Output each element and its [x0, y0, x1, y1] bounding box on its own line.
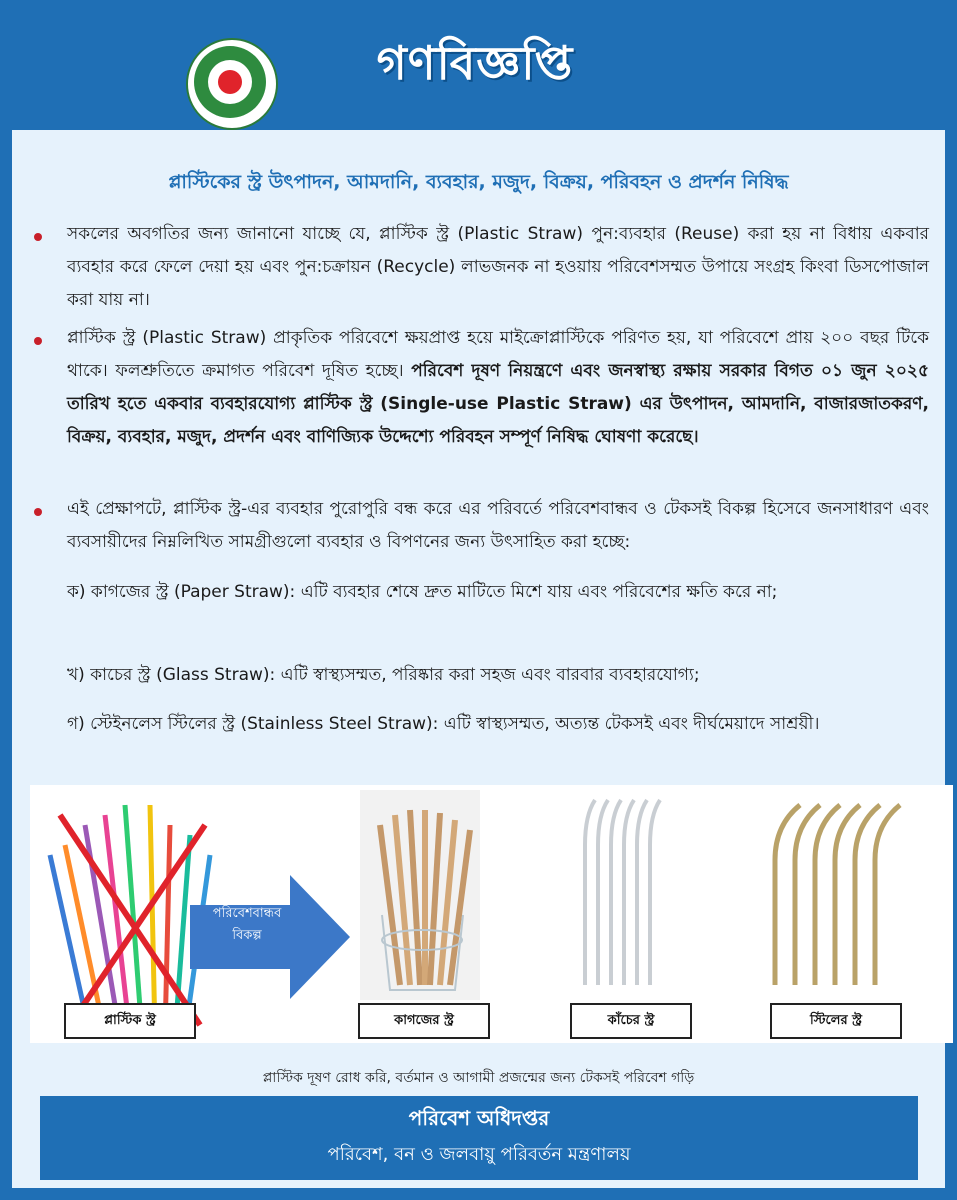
- paragraph-3: এই প্রেক্ষাপটে, প্লাস্টিক স্ট্র-এর ব্যবহার পুরোপুরি বন্ধ করে এর পরিবর্তে পরিবেশবান্ধব ও টেকসই বিকল্প হিসেবে জনসাধারণ এবং ব্যবসায়ীদের নিম্নলিখিত সামগ্রীগুলো ব্যবহার ও বিপণনের জন্য উৎসাহিত করা হচ্ছে:: [67, 499, 929, 552]
- plastic-straws-image: [50, 805, 210, 1035]
- paragraph-2-bold: পরিবেশ দূষণ নিয়ন্ত্রণে এবং জনস্বাস্থ্য রক্ষায় সরকার বিগত ০১ জুন ২০২৫ তারিখ হতে একবার ব্যবহারযোগ্য প্লাস্টিক স্ট্র (Single-use Plastic Straw) এর উৎপাদন, আমদানি, বাজারজাতকরণ, বিক্রয়, ব্যবহার, মজুদ, প্রদর্শন এবং বাণিজ্যিক উদ্দেশ্যে পরিবহন সম্পূর্ণ নিষিদ্ধ ঘোষণা করেছে।: [67, 361, 929, 447]
- government-seal-logo: [186, 38, 278, 130]
- caption-paper-straw: কাগজের স্ট্র: [358, 1003, 490, 1039]
- straw-illustration: [30, 785, 953, 1043]
- steel-straws-image: [775, 805, 900, 985]
- bullet-icon: [34, 508, 42, 516]
- notice-panel: [12, 130, 945, 1188]
- paragraph-2: [67, 322, 929, 454]
- ministry-name: পরিবেশ, বন ও জলবায়ু পরিবর্তন মন্ত্রণালয়: [327, 1144, 631, 1165]
- paragraph-1: সকলের অবগতির জন্য জানানো যাচ্ছে যে, প্লাস্টিক স্ট্র (Plastic Straw) পুন:ব্যবহার (Reuse) করা হয় না বিধায় একবার ব্যবহার করে ফেলে দেয়া হয় এবং পুন:চক্রায়ন (Recycle) লাভজনক না হওয়ায় পরিবেশসম্মত উপায়ে সংগ্রহ কিংবা ডিসপোজাল করা যায় না।: [67, 224, 929, 310]
- header: [0, 0, 957, 130]
- bullet-icon: [34, 337, 42, 345]
- caption-plastic-straw: প্লাস্টিক স্ট্র: [64, 1003, 196, 1039]
- alternative-glass: খ) কাচের স্ট্র (Glass Straw): এটি স্বাস্থ্যসম্মত, পরিষ্কার করা সহজ এবং বারবার ব্যবহারযোগ্য;: [67, 665, 700, 685]
- arrow-label-line1: পরিবেশবান্ধব: [212, 906, 282, 921]
- glass-straws-image: [585, 800, 660, 985]
- slogan: প্লাস্টিক দূষণ রোধ করি, বর্তমান ও আগামী প্রজন্মের জন্য টেকসই পরিবেশ গড়ি: [262, 1070, 695, 1086]
- bullet-icon: [34, 233, 42, 241]
- footer-banner: [40, 1096, 918, 1180]
- seal-red-disc: [218, 70, 242, 94]
- seal-ring: [194, 46, 266, 118]
- seal-inner: [208, 60, 252, 104]
- organization-name: পরিবেশ অধিদপ্তর: [408, 1106, 550, 1130]
- alternative-steel: গ) স্টেইনলেস স্টিলের স্ট্র (Stainless Steel Straw): এটি স্বাস্থ্যসম্মত, অত্যন্ত টেকসই এবং দীর্ঘমেয়াদে সাশ্রয়ী।: [67, 714, 820, 734]
- notice-title: গণবিজ্ঞপ্তি: [376, 36, 574, 90]
- paper-straws-image: [360, 790, 480, 1000]
- paragraph-2-text: প্লাস্টিক স্ট্র (Plastic Straw) প্রাকৃতিক পরিবেশে ক্ষয়প্রাপ্ত হয়ে মাইক্রোপ্লাস্টিকে পরিণত হয়, যা পরিবেশে প্রায় ২০০ বছর টিকে থাকে। ফলশ্রুতিতে ক্রমাগত পরিবেশ দূষিত হচ্ছে।: [67, 328, 929, 381]
- caption-steel-straw: স্টিলের স্ট্র: [770, 1003, 902, 1039]
- caption-glass-straw: কাঁচের স্ট্র: [570, 1003, 692, 1039]
- arrow-label-line2: বিকল্প: [232, 928, 262, 943]
- headline: প্লাস্টিকের স্ট্র উৎপাদন, আমদানি, ব্যবহার, মজুদ, বিক্রয়, পরিবহন ও প্রদর্শন নিষিদ্ধ: [168, 171, 789, 193]
- alternative-paper: ক) কাগজের স্ট্র (Paper Straw): এটি ব্যবহার শেষে দ্রুত মাটিতে মিশে যায় এবং পরিবেশের ক্ষতি করে না;: [67, 582, 778, 602]
- arrow-label: [192, 882, 302, 968]
